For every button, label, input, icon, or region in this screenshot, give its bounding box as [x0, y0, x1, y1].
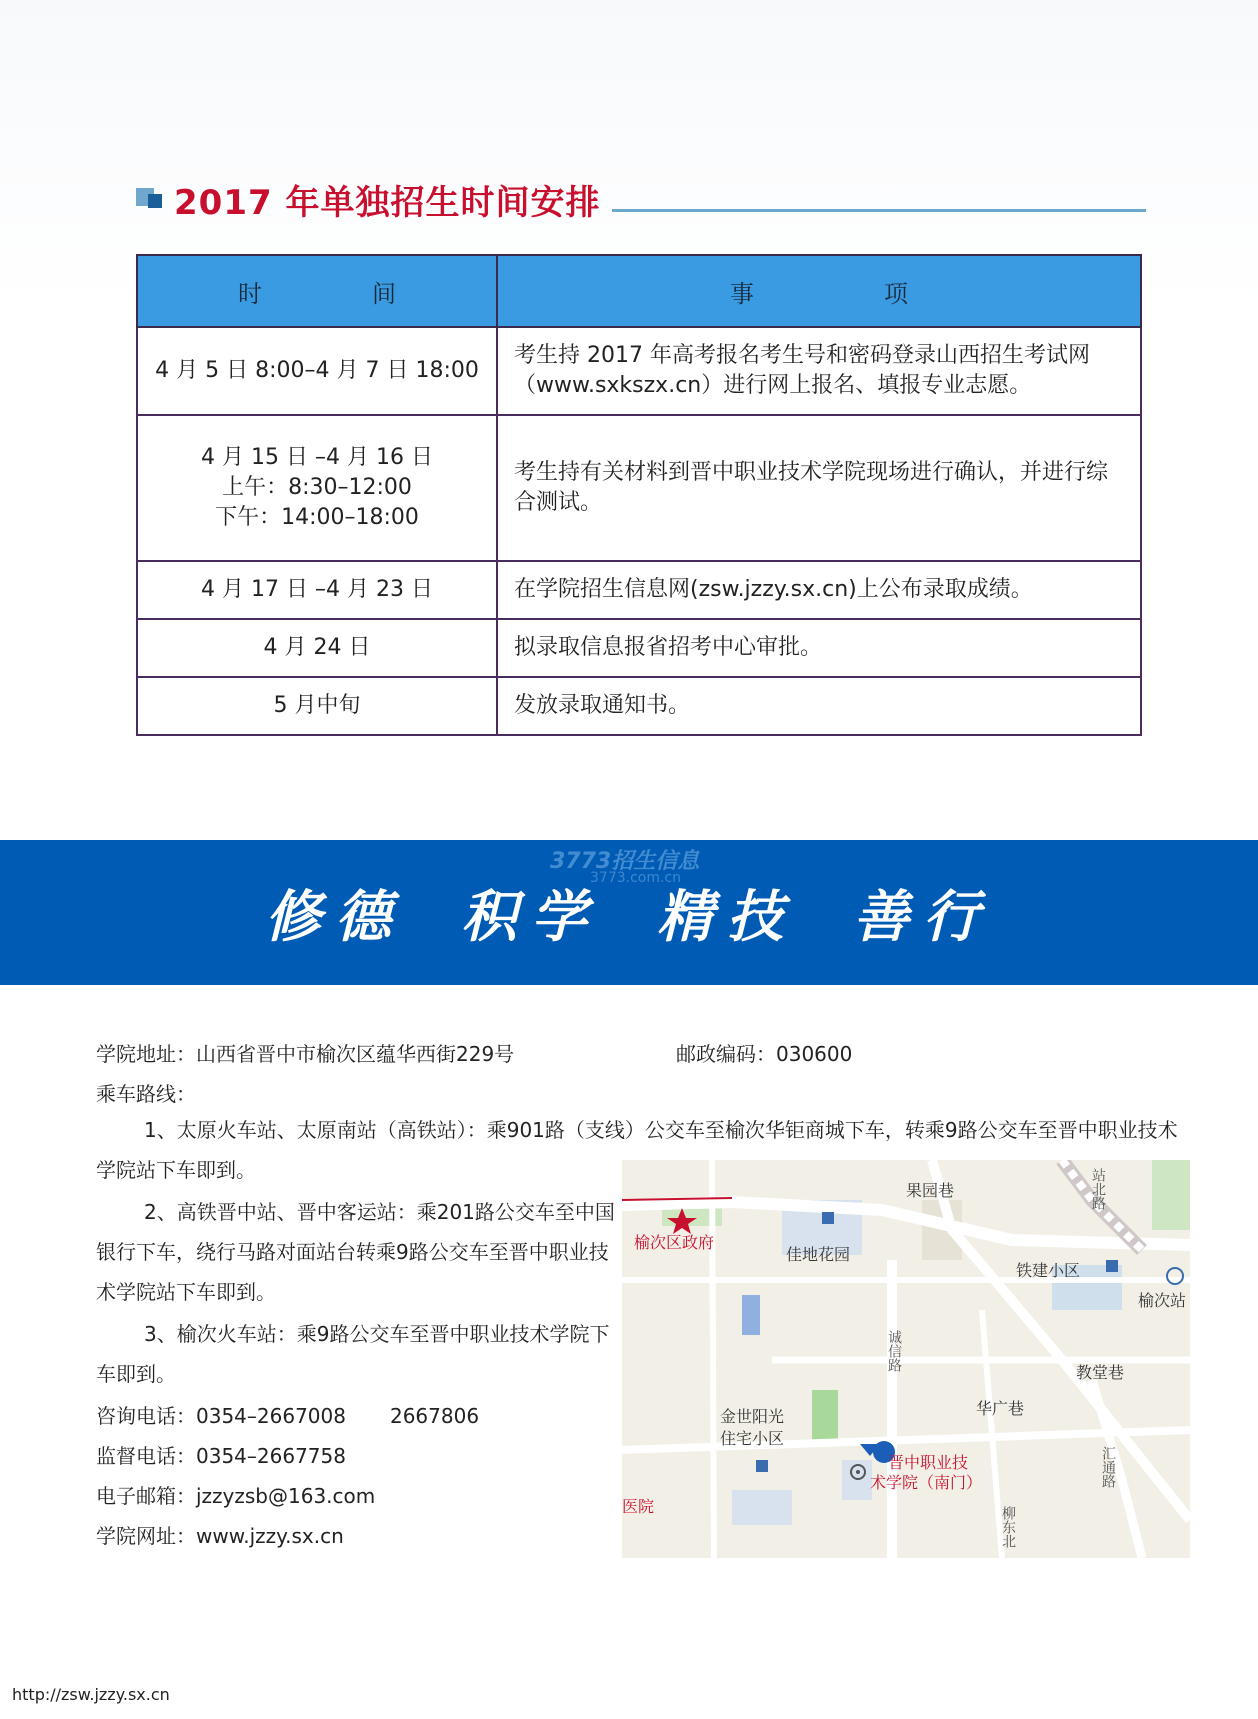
watermark-sub: 3773.com.cn: [590, 870, 681, 886]
address: 学院地址：山西省晋中市榆次区蕴华西街229号: [96, 1042, 515, 1066]
map-label-jiadi: 佳地花园: [786, 1245, 851, 1264]
map-label-jiaotang: 教堂巷: [1076, 1363, 1125, 1382]
consult-phone-extra: 2667806: [389, 1404, 480, 1428]
map-label-huitong: 汇通路: [1100, 1446, 1116, 1488]
motto-word: 精技: [657, 883, 797, 950]
header-matter-part: 事: [730, 279, 754, 308]
header-time: [137, 255, 497, 327]
route-2-text: 2、高铁晋中站、晋中客运站：乘201路公交车至中国银行下车，绕行马路对面站台转乘9路公交车至晋中职业技术学院站下车即到。: [96, 1200, 615, 1304]
header-matter: [497, 255, 1141, 327]
header-time-part: 时: [238, 279, 262, 308]
row-matter: 发放录取通知书。: [497, 677, 1141, 735]
map-label-yuci: 榆次站: [1138, 1291, 1187, 1310]
route-1-text: 1、太原火车站、太原南站（高铁站）：乘901路（支线）公交车至榆次华钜商城下车，转乘9路公交车至晋中职业技术学院站下车即到。: [96, 1118, 1178, 1182]
motto-word: 修德: [265, 883, 405, 950]
table-row: [137, 619, 1141, 677]
route-2: [96, 1192, 616, 1312]
row-time: 5 月中旬: [137, 677, 497, 735]
table-row: [137, 415, 1141, 561]
map-label-gov: 榆次区政府: [634, 1233, 715, 1252]
row-time: 4 月 15 日 –4 月 16 日 上午：8:30–12:00 下午：14:00–18:00: [137, 415, 497, 561]
row-time: 4 月 24 日: [137, 619, 497, 677]
map-label-college-1: 晋中职业技: [888, 1453, 969, 1472]
location-map: [622, 1160, 1190, 1558]
map-label-hospital: 医院: [622, 1497, 655, 1516]
map-graphics: [622, 1160, 1190, 1558]
map-label-guoyuan: 果园巷: [906, 1181, 955, 1200]
footer-url: http://zsw.jzzy.sx.cn: [12, 1685, 170, 1704]
consult-phone-main: 咨询电话：0354–2667008: [96, 1404, 346, 1428]
row-matter: 拟录取信息报省招考中心审批。: [497, 619, 1141, 677]
watermark: 3773招生信息: [550, 849, 700, 874]
schedule-table: [136, 254, 1142, 736]
table-row: [137, 561, 1141, 619]
map-label-chengxin: 诚信路: [886, 1330, 902, 1372]
row-matter: 在学院招生信息网(zsw.jzzy.sx.cn)上公布录取成绩。: [497, 561, 1141, 619]
email: 电子邮箱：jzzyzsb@163.com: [96, 1484, 376, 1508]
table-header-row: [137, 255, 1141, 327]
map-label-tiejian: 铁建小区: [1016, 1261, 1081, 1280]
website: 学院网址：www.jzzy.sx.cn: [96, 1524, 344, 1548]
routes-label: 乘车路线：: [96, 1082, 196, 1106]
consult-phone: [96, 1400, 479, 1429]
heading-square-icon: [136, 186, 164, 212]
map-label-zhanbei: 站北路: [1090, 1168, 1106, 1210]
map-label-huaguang: 华广巷: [976, 1399, 1025, 1418]
header-matter-part: 项: [884, 279, 908, 308]
map-label-liudong: 柳东北: [1000, 1506, 1016, 1548]
motto-banner: [0, 840, 1258, 985]
map-label-jinshi-1: 金世阳光: [720, 1407, 785, 1426]
row-matter: 考生持 2017 年高考报名考生号和密码登录山西招生考试网（www.sxkszx.cn）进行网上报名、填报专业志愿。: [497, 327, 1141, 415]
map-label-jinshi-2: 住宅小区: [720, 1429, 785, 1448]
supervise-phone: 监督电话：0354–2667758: [96, 1444, 346, 1468]
row-matter: 考生持有关材料到晋中职业技术学院现场进行确认，并进行综合测试。: [497, 415, 1141, 561]
row-time: 4 月 17 日 –4 月 23 日: [137, 561, 497, 619]
zip-code: 邮政编码：030600: [676, 1042, 853, 1066]
motto-word: 善行: [853, 883, 993, 950]
section-heading: [136, 174, 1146, 224]
map-label-college-2: 术学院（南门）: [870, 1473, 983, 1492]
route-3: [96, 1314, 616, 1394]
heading-rule: [612, 209, 1146, 212]
motto: [0, 840, 1258, 985]
table-row: [137, 677, 1141, 735]
header-time-part: 间: [372, 279, 396, 308]
motto-word: 积学: [461, 883, 601, 950]
section-title: 2017 年单独招生时间安排: [174, 182, 601, 223]
row-time: 4 月 5 日 8:00–4 月 7 日 18:00: [137, 327, 497, 415]
route-3-text: 3、榆次火车站：乘9路公交车至晋中职业技术学院下车即到。: [96, 1322, 610, 1386]
table-row: [137, 327, 1141, 415]
